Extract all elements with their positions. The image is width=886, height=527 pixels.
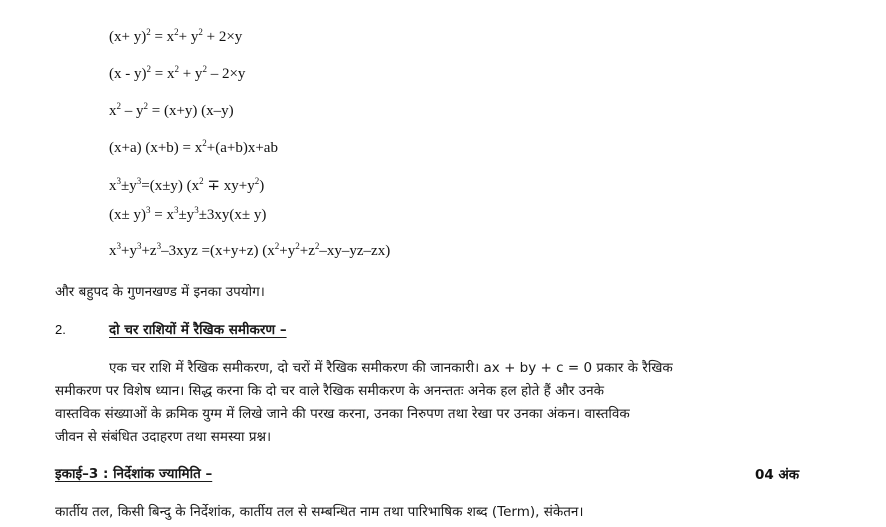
unit-marks: 04 अंक <box>755 467 800 483</box>
section-number: 2. <box>55 322 66 337</box>
unit-heading: इकाई–3 : निर्देशांक ज्यामिति – <box>55 466 213 482</box>
formula-4: (x+a) $(x+b) = x^2+(a+b)x+ab$ <box>109 138 278 156</box>
formula-1: $(x+ y)^2 = x^2+ y^2 + 2\times y$ <box>109 27 243 45</box>
unit-paragraph: कार्तीय तल, किसी बिन्दु के निर्देशांक, कार्तीय तल से सम्बन्धित नाम तथा पारिभाषिक शब्द (Term), संकेतन। <box>55 504 584 520</box>
para-line-4: जीवन से संबंधित उदाहरण तथा समस्या प्रश्न। <box>55 429 272 445</box>
para-line-2: समीकरण पर विशेष ध्यान। सिद्ध करना कि दो चर वाले रैखिक समीकरण के अनन्ततः अनेक हल होते हैं और उनके <box>55 383 604 399</box>
formula-2: $(x - y)^2 = x^2 + y^2 - 2\times y$ <box>109 64 246 82</box>
formula-7: $x^3+y^3+z^3-3xyz =(x+y+z)$ $(x^2+y^2+z^2-xy-yz-zx)$ <box>109 241 391 259</box>
formula-6: $(x\pm y)^3 = x^3\pm y^3\pm 3xy(x\pm y)$ <box>109 205 267 223</box>
formula-5: $x^3\pm y^3=(x\pm y) (x^2 \mp xy+y^2)$ <box>109 176 265 194</box>
section-heading: दो चर राशियों में रैखिक समीकरण – <box>109 322 287 338</box>
para-line-3: वास्तविक संख्याओं के क्रमिक युग्म में लिखे जाने की परख करना, उनका निरुपण तथा रेखा पर उनका अंकन। वास्तविक <box>55 406 630 422</box>
formula-3: $x^2 - y^2 = (x+y)$ (x–y) <box>109 101 234 119</box>
para-line-1: एक चर राशि में रैखिक समीकरण, दो चरों में रैखिक समीकरण की जानकारी। ax + by + c = 0 प्रकार के रैखिक <box>109 360 673 376</box>
usage-line: और बहुपद के गुणनखण्ड में इनका उपयोग। <box>55 284 265 300</box>
